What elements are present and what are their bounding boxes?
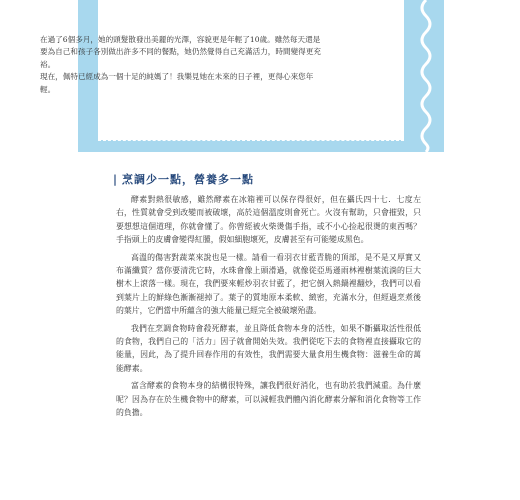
- intro-paragraph: 在過了6個多月，她的頭髮散發出美麗的光澤，容貌更是年輕了10歲。雖然每天還是要為自己和孩子各別做出許多不同的餐點，她仍然覺得自己充滿活力，時間變得更充裕。: [40, 35, 321, 69]
- body-paragraph: 高溫的傷害對蔬菜來說也是一樣。請看一看羽衣甘藍青脆的頂部，是不是又厚實又布滿纖質？當你要清洗它時，水珠會像上頭滑過，就像從亞馬遜雨林裡樹葉流淌的巨大樹木上滾落一樣。現在，我們要來輕炒羽衣甘藍了，把它倒入熱鍋裡翻炒，我們可以看到葉片上的鮮綠色漸漸褪掉了。葉子的質地原本柔軟、緻密，充滿水分，但經過烹煮後的葉片，它們當中所蘊含的強大能量已經完全被破壞殆盡。: [116, 252, 421, 316]
- intro-paragraph: 現在，佩特已經成為一個十足的純媽了！我樂見她在未來的日子裡，更得心來您年輕。: [40, 72, 314, 94]
- body-paragraph: 酵素對熱很敏感，雖然酵素在冰箱裡可以保存得很好，但在攝氏四十七．七度左右，性質就會受到改變而被破壞，高於這個溫度則會死亡。火沒有幫助，只會摧毀，只要想想這個道理，你就會懂了。你曾經被火柴燙傷手指，或不小心捡起很燙的東西嗎？手指頭上的皮膚會變得紅腫，假如細胞壞死，皮膚甚至有可能變成黑色。: [116, 195, 421, 245]
- heading-bar-icon: |: [113, 173, 119, 186]
- section-heading: [113, 171, 413, 187]
- section-heading-text: 烹調少一點，營養多一點: [122, 173, 255, 186]
- article-body: [116, 193, 421, 424]
- wave-border-decoration: [416, 0, 436, 152]
- intro-text: [40, 34, 326, 96]
- dashed-divider: [98, 140, 404, 141]
- body-paragraph: 富含酵素的食物本身的結構很特殊，讓我們很好消化，也有助於我們減重。為什麼呢？因為存在於生機食物中的酵素，可以減輕我們體內消化酵素分解和消化食物等工作的負擔。: [116, 381, 421, 418]
- body-paragraph: 我們在烹調食物時會殺死酵素，並且降低食物本身的活性，如果不斷攝取活性很低的食物，我們自己的「活力」因子就會開始失效。我們從吃下去的食物裡直接攝取它的能量，因此，為了提升回春作用的有效性，我們需要大量食用生機食物：滋養生命的萬能酵素。: [116, 323, 421, 373]
